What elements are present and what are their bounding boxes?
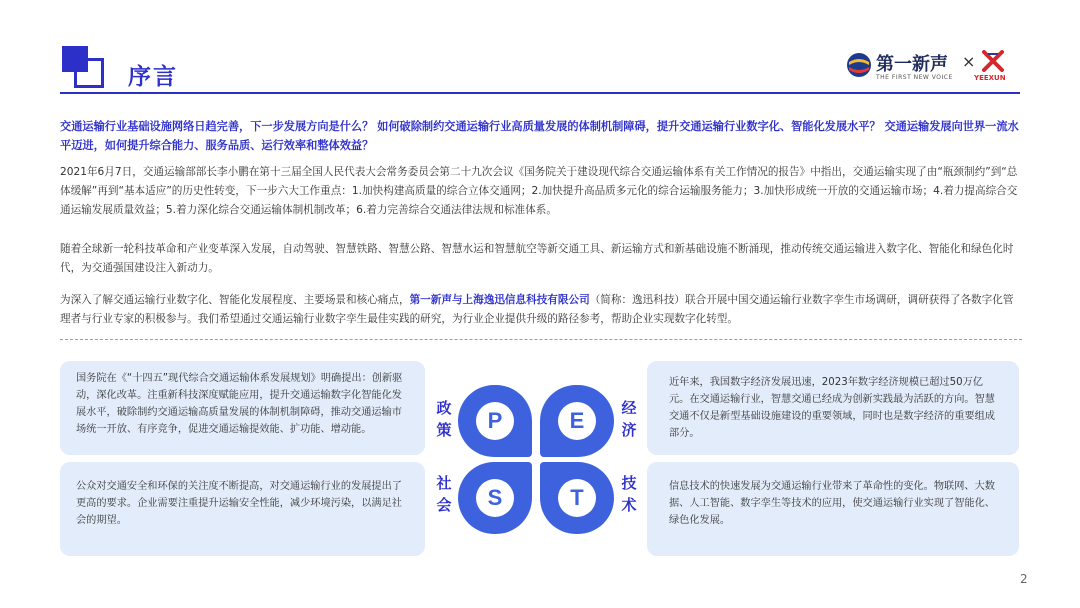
pest-social-petal [458, 462, 532, 534]
paragraph-policy: 2021年6月7日，交通运输部部长李小鹏在第十三届全国人民代表大会常务委员会第二十九次会议《国务院关于建设现代综合交通运输体系有关工作情况的报告》中指出，交通运输实现了由“瓶颈制约”到“总体缓解”再到“基本适应”的历史性转变，下一步六大工作重点：1.加快构建高质量的综合立体交通网；2.加快提升高品质多元化的综合运输服务能力；3.加快形成统一开放的交通运输市场；4.着力提高综合交通运输发展质量效益；5.着力深化综合交通运输体制机制改革；6.着力完善综合交通法律法规和标准体系。 [60, 166, 1018, 216]
section-divider [60, 339, 1022, 340]
page-number: 2 [1020, 572, 1028, 586]
pest-economic-box: 近年来，我国数字经济发展迅速，2023年数字经济规模已超过50万亿元。在交通运输行业，智慧交通已经成为创新实践最为活跃的方向。智慧交通不仅是新型基础设施建设的重要领域，同时也是数字经济的重要组成部分。 [647, 361, 1019, 455]
paragraph-research-highlight: 第一新声与上海逸迅信息科技有限公司 [409, 294, 590, 306]
pest-social-letter: S [476, 479, 514, 517]
paragraph-research-post: （简称：逸迅科技）联合开展中国交通运输行业数字孪生市场调研，调研获得了各数字化管理者与行业专家的积极参与。我们希望通过交通运输行业数字孪生最佳实践的研究，为行业企业提供升级的路径参考，帮助企业实现数字化转型。 [60, 294, 1014, 325]
paragraph-research-pre: 为深入了解交通运输行业数字化、智能化发展程度、主要场景和核心痛点， [60, 294, 410, 306]
page-title: 序言 [128, 64, 178, 90]
title-decoration [62, 46, 108, 92]
pest-political-label: 政策 [436, 399, 452, 439]
pest-technological-letter: T [558, 479, 596, 517]
pest-social-box: 公众对交通安全和环保的关注度不断提高，对交通运输行业的发展提出了更高的要求。企业需要注重提升运输安全性能，减少环境污染，以满足社会的期望。 [60, 462, 425, 556]
logo-tagline: THE FIRST NEW VOICE [876, 74, 953, 81]
logo [846, 48, 1021, 88]
partner-logo-icon [982, 50, 1004, 72]
pest-social-label: 社会 [436, 474, 452, 514]
logo-separator: × [962, 52, 976, 71]
pest-political-box: 国务院在《“十四五”现代综合交通运输体系发展规划》明确提出：创新驱动，深化改革。注重新科技深度赋能应用，提升交通运输数字化智能化发展水平，破除制约交通运输高质量发展的体制机制障碍，推动交通运输市场统一开放、有序竞争，促进交通运输提效能、扩功能、增动能。 [60, 361, 425, 455]
header-rule [60, 92, 1020, 94]
pest-political-petal [458, 385, 532, 457]
paragraph-technology: 随着全球新一轮科技革命和产业变革深入发展，自动驾驶、智慧铁路、智慧公路、智慧水运和智慧航空等新交通工具、新运输方式和新基础设施不断涌现，推动传统交通运输进入数字化、智能化和绿色化时代，为交通强国建设注入新动力。 [60, 243, 1014, 274]
pest-economic-petal [540, 385, 614, 457]
logo-partner-text: YEEXUN [974, 74, 1006, 82]
brand-logo-icon [846, 52, 872, 78]
pest-political-letter: P [476, 402, 514, 440]
pest-economic-letter: E [558, 402, 596, 440]
pest-technological-label: 技术 [621, 474, 637, 514]
pest-technological-petal [540, 462, 614, 534]
pest-economic-label: 经济 [621, 399, 637, 439]
paragraph-research [60, 291, 1022, 329]
logo-brand-text: 第一新声 [876, 54, 948, 75]
intro-questions: 交通运输行业基础设施网络日趋完善，下一步发展方向是什么？ 如何破除制约交通运输行业高质量发展的体制机制障碍，提升交通运输行业数字化、智能化发展水平？ 交通运输发展向世界一流水平迈进，如何提升综合能力、服务品质、运行效率和整体效益？ [60, 120, 1019, 152]
pest-technological-box: 信息技术的快速发展为交通运输行业带来了革命性的变化。物联网、大数据、人工智能、数字孪生等技术的应用，使交通运输行业实现了智能化、绿色化发展。 [647, 462, 1019, 556]
